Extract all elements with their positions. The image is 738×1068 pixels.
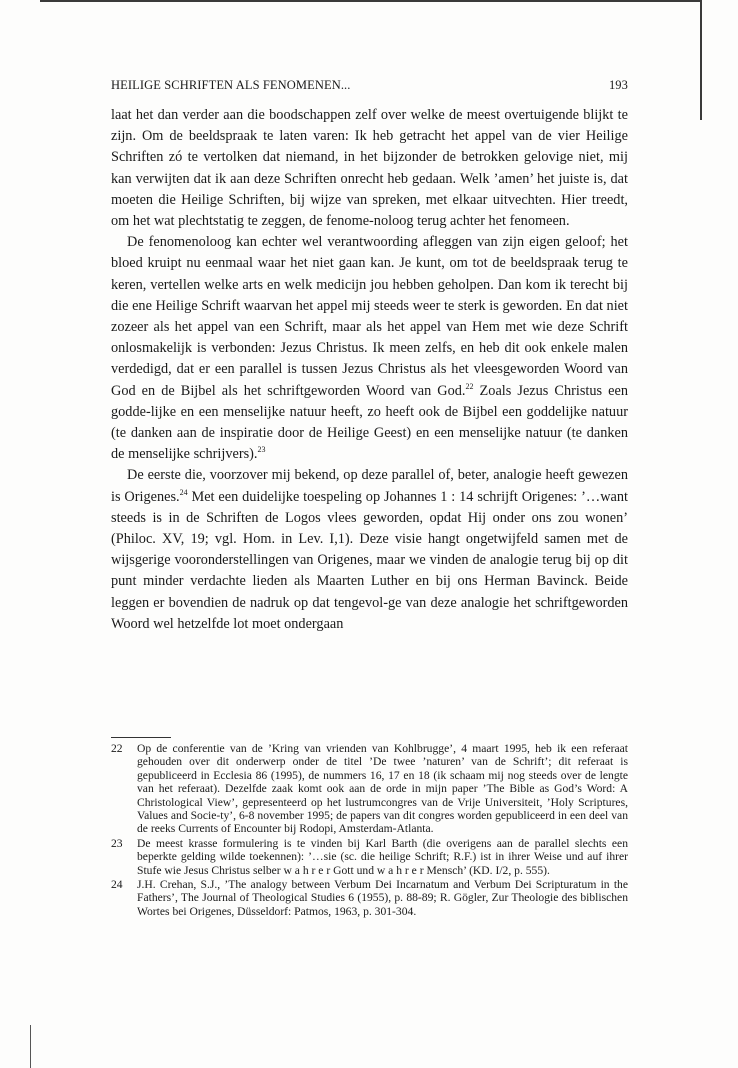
footnote-text: De meest krasse formulering is te vinden bij Karl Barth (die overigens aan de parallel slechts een beperkte gelding wilde toekennen): ’…sie (sc. die heilige Schrift; R.F.) ist in ihrer Weise und auf ihrer Stufe wie Jesus Christus selber w a h r e r Gott und w a h r e r Mensch’ (KD. I/2, p. 555).	[137, 836, 628, 877]
running-header	[111, 78, 628, 93]
paragraph-3-part-b: Met een duidelijke toespeling op Johannes 1 : 14 schrijft Origenes: ’…want steeds is in de Schriften de Logos vlees geworden, opdat Hij onder ons zou wonen’ (Philoc. XV, 19; vgl. Hom. in Lev. I,1). Deze visie hangt ongetwijfeld samen met de wijsgerige vooronderstellingen van Origenes, maar we vinden de analogie terug bij op dit punt minder verdachte lieden als Maarten Luther en bij ons Herman Bavinck. Beide leggen er bovendien de nadruk op dat tengevol-ge van deze analogie het schriftgeworden Woord wel hetzelfde lot moet ondergaan	[111, 488, 628, 632]
paragraph-3-part-a: De eerste die, voorzover mij bekend, op deze parallel of, beter, analogie heeft gewezen is Origenes.	[111, 467, 628, 505]
footnote	[111, 878, 628, 918]
running-title: HEILIGE SCHRIFTEN ALS FENOMENEN...	[111, 78, 351, 92]
scan-edge-left	[30, 1025, 31, 1068]
footnote-ref-24[interactable]: 24	[179, 487, 188, 497]
footnote	[111, 837, 628, 877]
scan-edge-top	[40, 0, 702, 2]
paragraph-2	[111, 232, 628, 465]
footnote-ref-23[interactable]: 23	[257, 445, 266, 455]
footnote-number: 22	[111, 742, 123, 755]
page-number: 193	[608, 78, 628, 92]
paragraph-2-part-a: De fenomenoloog kan echter wel verantwoording afleggen van zijn eigen geloof; het bloed kruipt nu eenmaal waar het niet gaan kan. Je kunt, om tot de beeldspraak terug te keren, vertellen welke arts en welk medicijn jou hebben geholpen. Dan kom ik terecht bij die ene Heilige Schrift waarvan het appel mij steeds weer te sterk is geworden. En dat niet zozeer als het appel van een Schrift, maar als het appel van Hem met wie deze Schrift onlosmakelijk is verbonden: Jezus Christus. Ik meen zelfs, en heb dit ook enkele malen verdedigd, dat er een parallel is tussen Jezus Christus als het vleesgeworden Woord van God en de Bijbel als het schriftgeworden Woord van God.	[111, 234, 628, 399]
paragraph-3	[111, 465, 628, 635]
footnote-text: J.H. Crehan, S.J., ’The analogy between Verbum Dei Incarnatum and Verbum Dei Scripturatum in the Fathers’, The Journal of Theological Studies 6 (1955), p. 88-89; R. Gögler, Zur Theologie des biblischen Wortes bei Origenes, Düsseldorf: Patmos, 1963, p. 301-304.	[137, 878, 628, 918]
footnote-ref-22[interactable]: 22	[465, 381, 474, 391]
paragraph-1: laat het dan verder aan die boodschappen zelf over welke de meest overtuigende blijkt te zijn. Om de beeldspraak te laten varen: Ik heb getracht het appel van de vier Heilige Schriften zó te vertolken dat niemand, in het bijzonder de betrokken gelovige niet, mij kan verwijten dat ik aan deze Schriften onrecht heb gedaan. Welk ’amen’ het juiste is, dat moeten die Heilige Schriften, bij wijze van spreken, met elkaar uitvechten. Hier treedt, om het wat plechtstatig te zeggen, de fenome-noloog terug achter het fenomeen.	[111, 107, 628, 230]
scan-edge-right	[700, 0, 702, 120]
body-text	[111, 105, 628, 635]
footnote-text: Op de conferentie van de ’Kring van vrienden van Kohlbrugge’, 4 maart 1995, heb ik een referaat gehouden over dit onderwerp onder de titel ’De twee ’naturen’ van de Schrift’; dit referaat is gepubliceerd in Ecclesia 86 (1995), de nummers 16, 17 en 18 (ik schaam mij nog steeds over de lengte van het referaat). Dezelfde zaak komt ook aan de orde in mijn paper ’The Bible as God’s Word: A Christological View’, gepresenteerd op het lustrumcongres van de Vrije Universiteit, ’Holy Scriptures, Values and Socie-ty’, 6-8 november 1995; de papers van dit congres worden gepubliceerd in een deel van de reeks Currents of Encounter bij Rodopi, Amsterdam-Atlanta.	[137, 742, 628, 836]
footnote-number: 24	[111, 878, 123, 892]
footnote-separator	[111, 737, 171, 738]
paragraph-2-part-b: Zoals Jezus Christus een godde-lijke en een menselijke natuur heeft, zo heeft ook de Bijbel een goddelijke natuur (te danken aan de inspiratie door de Heilige Geest) en een menselijke natuur (te danken de menselijke schrijvers).	[111, 382, 628, 463]
footnotes	[111, 742, 628, 919]
footnote	[111, 742, 628, 836]
footnote-number: 23	[111, 836, 123, 850]
